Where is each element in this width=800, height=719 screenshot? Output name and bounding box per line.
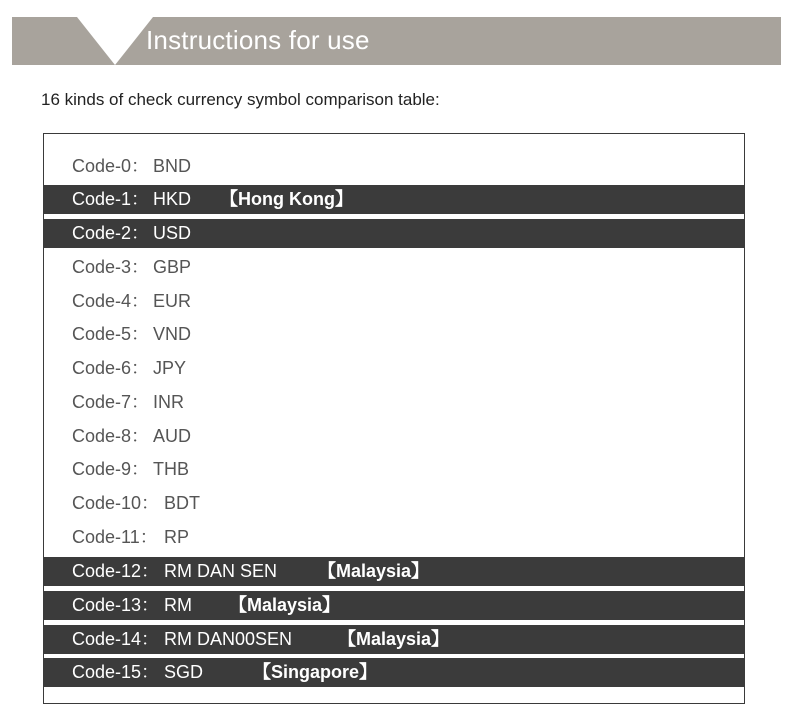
table-caption: 16 kinds of check currency symbol comparison table: <box>41 90 440 109</box>
currency-symbol: AUD <box>153 426 192 446</box>
table-row <box>44 388 744 417</box>
code-label: Code-11： <box>72 527 158 547</box>
currency-symbol: RM <box>164 595 192 615</box>
country-note: 【Malaysia】 <box>338 629 450 649</box>
table-row <box>44 287 744 316</box>
currency-symbol: HKD <box>153 189 192 209</box>
currency-symbol: GBP <box>153 257 192 277</box>
table-row <box>44 591 744 620</box>
currency-symbol: RP <box>164 527 190 547</box>
currency-symbol: USD <box>153 223 192 243</box>
currency-symbol: SGD <box>164 662 204 682</box>
code-label: Code-2： <box>72 223 150 243</box>
table-row <box>44 152 744 181</box>
table-row <box>44 625 744 654</box>
banner-title: Instructions for use <box>146 25 370 55</box>
currency-symbol: EUR <box>153 291 192 311</box>
table-row <box>44 320 744 349</box>
country-note: 【Singapore】 <box>253 662 378 682</box>
table-row <box>44 557 744 586</box>
code-label: Code-1： <box>72 189 150 209</box>
currency-symbol: THB <box>153 459 189 479</box>
table-row <box>44 455 744 484</box>
code-label: Code-13： <box>72 595 160 615</box>
table-row <box>44 219 744 248</box>
currency-symbol: RM DAN SEN <box>164 561 278 581</box>
currency-symbol: RM DAN00SEN <box>164 629 293 649</box>
instructions-banner <box>12 17 781 65</box>
banner-notch-decoration <box>77 17 153 65</box>
code-label: Code-0： <box>72 156 150 176</box>
code-label: Code-10： <box>72 493 160 513</box>
country-note: 【Hong Kong】 <box>220 189 353 209</box>
table-row <box>44 253 744 282</box>
country-note: 【Malaysia】 <box>318 561 430 581</box>
code-label: Code-5： <box>72 324 150 344</box>
code-label: Code-7： <box>72 392 150 412</box>
code-label: Code-4： <box>72 291 150 311</box>
currency-symbol: INR <box>153 392 184 412</box>
currency-symbol: JPY <box>153 358 187 378</box>
currency-symbol: BDT <box>164 493 200 513</box>
table-row <box>44 523 744 552</box>
table-row <box>44 422 744 451</box>
table-row <box>44 489 744 518</box>
currency-table <box>43 133 745 704</box>
currency-symbol: BND <box>153 156 192 176</box>
code-label: Code-14： <box>72 629 160 649</box>
code-label: Code-6： <box>72 358 150 378</box>
table-row <box>44 185 744 214</box>
code-label: Code-9： <box>72 459 150 479</box>
currency-symbol: VND <box>153 324 192 344</box>
country-note: 【Malaysia】 <box>229 595 341 615</box>
code-label: Code-15： <box>72 662 160 682</box>
code-label: Code-8： <box>72 426 150 446</box>
table-row <box>44 354 744 383</box>
code-label: Code-3： <box>72 257 150 277</box>
table-row <box>44 658 744 687</box>
code-label: Code-12： <box>72 561 160 581</box>
